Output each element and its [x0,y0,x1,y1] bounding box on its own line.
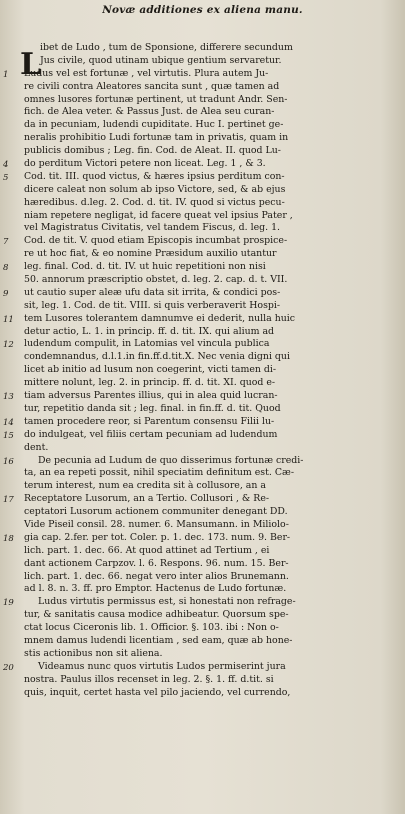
text-line [0,596,405,609]
line-text: do perditum Victori petere non liceat. Leg. 1 , & 3. [24,158,266,170]
text-line [0,351,405,364]
text-line [0,132,405,145]
line-text: leg. final. Cod. d. tit. IV. ut huic repetitioni non nisi [24,261,266,273]
line-text: Receptatore Lusorum, an a Tertio. Collusori , & Re- [24,493,270,505]
text-line [0,442,405,455]
line-text: nostra. Paulus illos recenset in leg. 2. §. 1. ff. d.tit. si [24,673,274,685]
text-line [0,158,405,171]
text-line [0,68,405,81]
line-text: ctat locus Ciceronis lib. 1. Officior. §. 103. ibi : Non o- [24,622,279,634]
line-text: re ut hoc fiat, & eo nomine Præsidum auxilio utantur [24,248,277,260]
margin-number: 19 [3,598,14,609]
line-text: niam repetere negligat, id facere queat vel ipsius Pater , [24,209,293,221]
line-text: terum interest, num ea credita sit à collusore, an a [24,480,267,492]
line-text: De pecunia ad Ludum de quo disserimus fortunæ credi- [38,454,304,466]
text-line [0,687,405,700]
line-text: vel Magistratus Civitatis, vel tandem Fiscus, d. leg. 1. [24,222,281,234]
text-line [0,455,405,468]
text-line [0,493,405,506]
running-header: Novæ additiones ex aliena manu. [102,4,303,16]
drop-cap: L [20,47,42,82]
margin-number: 20 [3,662,14,673]
text-line [0,119,405,132]
text-line [0,674,405,687]
line-text: ut cautio super aleæ ufu data sit irrita, & condici pos- [24,286,281,298]
margin-number: 18 [3,533,14,544]
line-text: Vide Piseil consil. 28. numer. 6. Mansumann. in Miliolo- [24,518,289,530]
margin-number: 16 [3,456,14,467]
line-text: dant actionem Carpzov. l. 6. Respons. 96. num. 15. Ber- [24,557,289,569]
text-line [0,416,405,429]
text-line [0,661,405,674]
line-text: tem Lusores tolerantem damnumve ei dederit, nulla huic [24,312,296,324]
line-text: 50. annorum præscriptio obstet, d. leg. 2. cap. d. t. VII. [24,274,288,286]
text-line [0,429,405,442]
line-text: condemnandus, d.l.1.in fin.ff.d.tit.X. Nec venia digni qui [24,351,290,363]
line-text: gia cap. 2.fer. per tot. Coler. p. 1. dec. 173. num. 9. Ber- [24,531,291,543]
text-line [0,338,405,351]
line-text: Ludus vel est fortunæ , vel virtutis. Plura autem Ju- [24,67,269,79]
text-line [0,571,405,584]
text-line [0,106,405,119]
text-line [0,94,405,107]
text-line [0,313,405,326]
text-line [0,467,405,480]
line-text: ta, an ea repeti possit, nihil speciatim definitum est. Cæ- [24,467,294,479]
line-text: ibet de Ludo , tum de Sponsione, differere secundum [40,42,293,53]
text-line [0,326,405,339]
text-line [0,390,405,403]
line-text: fich. de Alea veter. & Passus Just. de Alea seu curan- [24,106,275,118]
text-line [0,300,405,313]
line-text: sit, leg. 1. Cod. de tit. VIII. si quis verberaverit Hospi- [24,299,281,311]
line-text: da in pecuniam, ludendi cupiditate. Huc I. pertinet ge- [24,119,284,131]
line-text: tamen procedere reor, si Parentum consensu Filii lu- [24,415,275,427]
margin-number: 14 [3,417,14,428]
text-line [0,622,405,635]
line-text: licet ab initio ad lusum non coegerint, victi tamen di- [24,364,277,376]
margin-number: 1 [3,69,9,80]
line-text: dicere caleat non solum ab ipso Victore, sed, & ab ejus [24,183,286,195]
line-text: lich. part. 1. dec. 66. negat vero inter alios Brunemann. [24,570,289,582]
line-text: ludendum compulit, in Latomias vel vincula publica [24,338,270,350]
margin-number: 11 [3,314,14,325]
margin-number: 12 [3,340,14,351]
text-line [0,583,405,596]
margin-number: 4 [3,160,9,171]
margin-number: 9 [3,288,9,299]
text-line [0,635,405,648]
text-line [0,519,405,532]
page-body [0,42,405,699]
line-text: Ludus virtutis permissus est, si honestati non refrage- [38,596,296,608]
text-line [0,235,405,248]
text-line [0,558,405,571]
line-text: publicis domibus ; Leg. fin. Cod. de Aleat. II. quod Lu- [24,145,281,157]
margin-number: 8 [3,263,9,274]
margin-number: 7 [3,237,9,248]
line-text: dent. [24,441,49,453]
text-line [0,609,405,622]
line-text: Videamus nunc quos virtutis Ludos permiserint jura [38,660,286,672]
line-text: Cod. tit. III. quod victus, & hæres ipsius perditum con- [24,170,285,182]
text-line [0,377,405,390]
text-line [0,532,405,545]
text-line [0,261,405,274]
margin-number: 17 [3,495,14,506]
text-line [0,274,405,287]
line-text: ceptatori Lusorum actionem communiter denegant DD. [24,506,288,518]
text-line [0,480,405,493]
line-text: mittere nolunt, leg. 2. in princip. ff. d. tit. XI. quod e- [24,377,276,389]
line-text: neralis prohibitio Ludi fortunæ tam in privatis, quam in [24,132,289,144]
text-line [0,506,405,519]
text-line [0,210,405,223]
text-line [0,648,405,661]
text-line [0,55,405,68]
margin-number: 5 [3,172,9,183]
line-text: detur actio, L. 1. in princip. ff. d. tit. IX. qui alium ad [24,325,275,337]
text-line [0,145,405,158]
text-line [0,545,405,558]
text-line [0,403,405,416]
line-text: tiam adversus Parentes illius, qui in alea quid lucran- [24,390,278,402]
margin-number: 15 [3,430,14,441]
line-text: quis, inquit, certet hasta vel pilo jaciendo, vel currendo, [24,686,291,698]
text-line [0,364,405,377]
line-text: Jus civile, quod utinam ubique gentium servaretur. [40,54,282,66]
line-text: lich. part. 1. dec. 66. At quod attinet ad Tertium , ei [24,544,270,556]
text-line [0,248,405,261]
text-line [0,287,405,300]
line-text: tur, repetitio danda sit ; leg. final. in fin.ff. d. tit. Quod [24,402,281,414]
line-text: ad l. 8. n. 3. ff. pro Emptor. Hactenus de Ludo fortunæ. [24,583,287,595]
text-line [0,184,405,197]
line-text: hæredibus. d.leg. 2. Cod. d. tit. IV. quod si victus pecu- [24,196,285,208]
line-text: mnem damus ludendi licentiam , sed eam, quæ ab hone- [24,634,293,646]
margin-number: 13 [3,392,14,403]
line-text: do indulgeat, vel filiis certam pecuniam ad ludendum [24,428,278,440]
text-line [0,171,405,184]
text-line [0,197,405,210]
line-text: Cod. de tit. V. quod etiam Episcopis incumbat prospice- [24,235,288,247]
line-text: stis actionibus non sit aliena. [24,647,163,659]
line-text: re civili contra Aleatores sancita sunt , quæ tamen ad [24,80,280,92]
line-text: tur, & sanitatis causa modice adhibeatur. Quorsum spe- [24,609,289,621]
text-line [0,42,405,55]
text-line [0,222,405,235]
line-text: omnes lusores fortunæ pertinent, ut tradunt Andr. Sen- [24,93,288,105]
text-line [0,81,405,94]
